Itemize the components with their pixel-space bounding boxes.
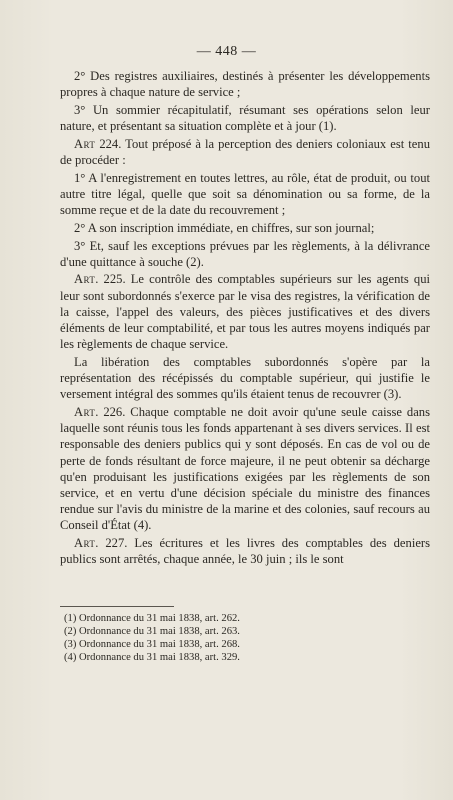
article-label: Art <box>74 536 96 551</box>
paragraph-registres-auxiliaires: 2° Des registres auxiliaires, destinés à présenter les développements propres à chaque nature de service ; <box>60 69 430 100</box>
article-label: Art <box>74 405 96 420</box>
paragraph-quittance: 3° Et, sauf les exceptions prévues par les règlements, à la délivrance d'une quittance à souche (2). <box>60 238 430 269</box>
footnote-2: (2) Ordonnance du 31 mai 1838, art. 263. <box>64 626 240 637</box>
footnotes <box>60 612 430 664</box>
page-number: — 448 — <box>196 44 257 59</box>
footnote-divider <box>60 606 174 607</box>
body-text <box>60 68 430 569</box>
paragraph-liberation: La libération des comptables subordonnés s'opère par la représentation des récépissés du comptable supérieur, qui justifie le versement intégral des sommes qu'ils étaient tenus de recouvrer (3). <box>60 354 430 402</box>
paragraph-art-227: Art. 227. Les écritures et les livres des comptables des deniers publics sont arrêtés, chaque année, le 30 juin ; ils le sont <box>60 536 430 567</box>
article-label: Art <box>74 272 96 287</box>
footnote-4: (4) Ordonnance du 31 mai 1838, art. 329. <box>64 652 240 663</box>
paragraph-art-224: Art 224. Tout préposé à la perception des deniers coloniaux est tenu de procéder : <box>60 136 430 168</box>
footnote-3: (3) Ordonnance du 31 mai 1838, art. 268. <box>64 639 240 650</box>
paragraph-art-225: Art. 225. Le contrôle des comptables supérieurs sur les agents qui leur sont subordonnés s'exerce par le visa des registres, la vérification de la caisse, l'appel des valeurs, des pièces justificatives et des divers éléments de leur comptabilité, et par tous les autres moyens indiqués par les règlements de chaque service. <box>60 272 430 352</box>
paragraph-sommier-recapitulatif: 3° Un sommier récapitulatif, résumant ses opérations selon leur nature, et présentant sa situation complète et à jour (1). <box>60 102 430 134</box>
paragraph-inscription: 2° A son inscription immédiate, en chiffres, sur son journal; <box>74 220 375 235</box>
footnote-1: (1) Ordonnance du 31 mai 1838, art. 262. <box>64 613 240 624</box>
paragraph-enregistrement: 1° A l'enregistrement en toutes lettres, au rôle, état de produit, ou tout autre titre légal, quelle que soit sa dénomination ou sa forme, de la somme reçue et de la date du recouvrement ; <box>60 170 430 218</box>
article-label: Art <box>74 136 96 151</box>
paragraph-art-226: Art. 226. Chaque comptable ne doit avoir qu'une seule caisse dans laquelle sont réunis tous les fonds appartenant à ses divers services. Il est responsable des deniers publics qui y sont déposés. En cas de vol ou de perte de fonds résultant de force majeure, il ne peut obtenir sa décharge qu'en produisant les justifications exigées par les règlements de son service, et en vertu d'une décision spéciale du ministre des finances rendue sur l'avis du ministre de la marine et des colonies, sauf recours au Conseil d'État (4). <box>60 405 430 533</box>
